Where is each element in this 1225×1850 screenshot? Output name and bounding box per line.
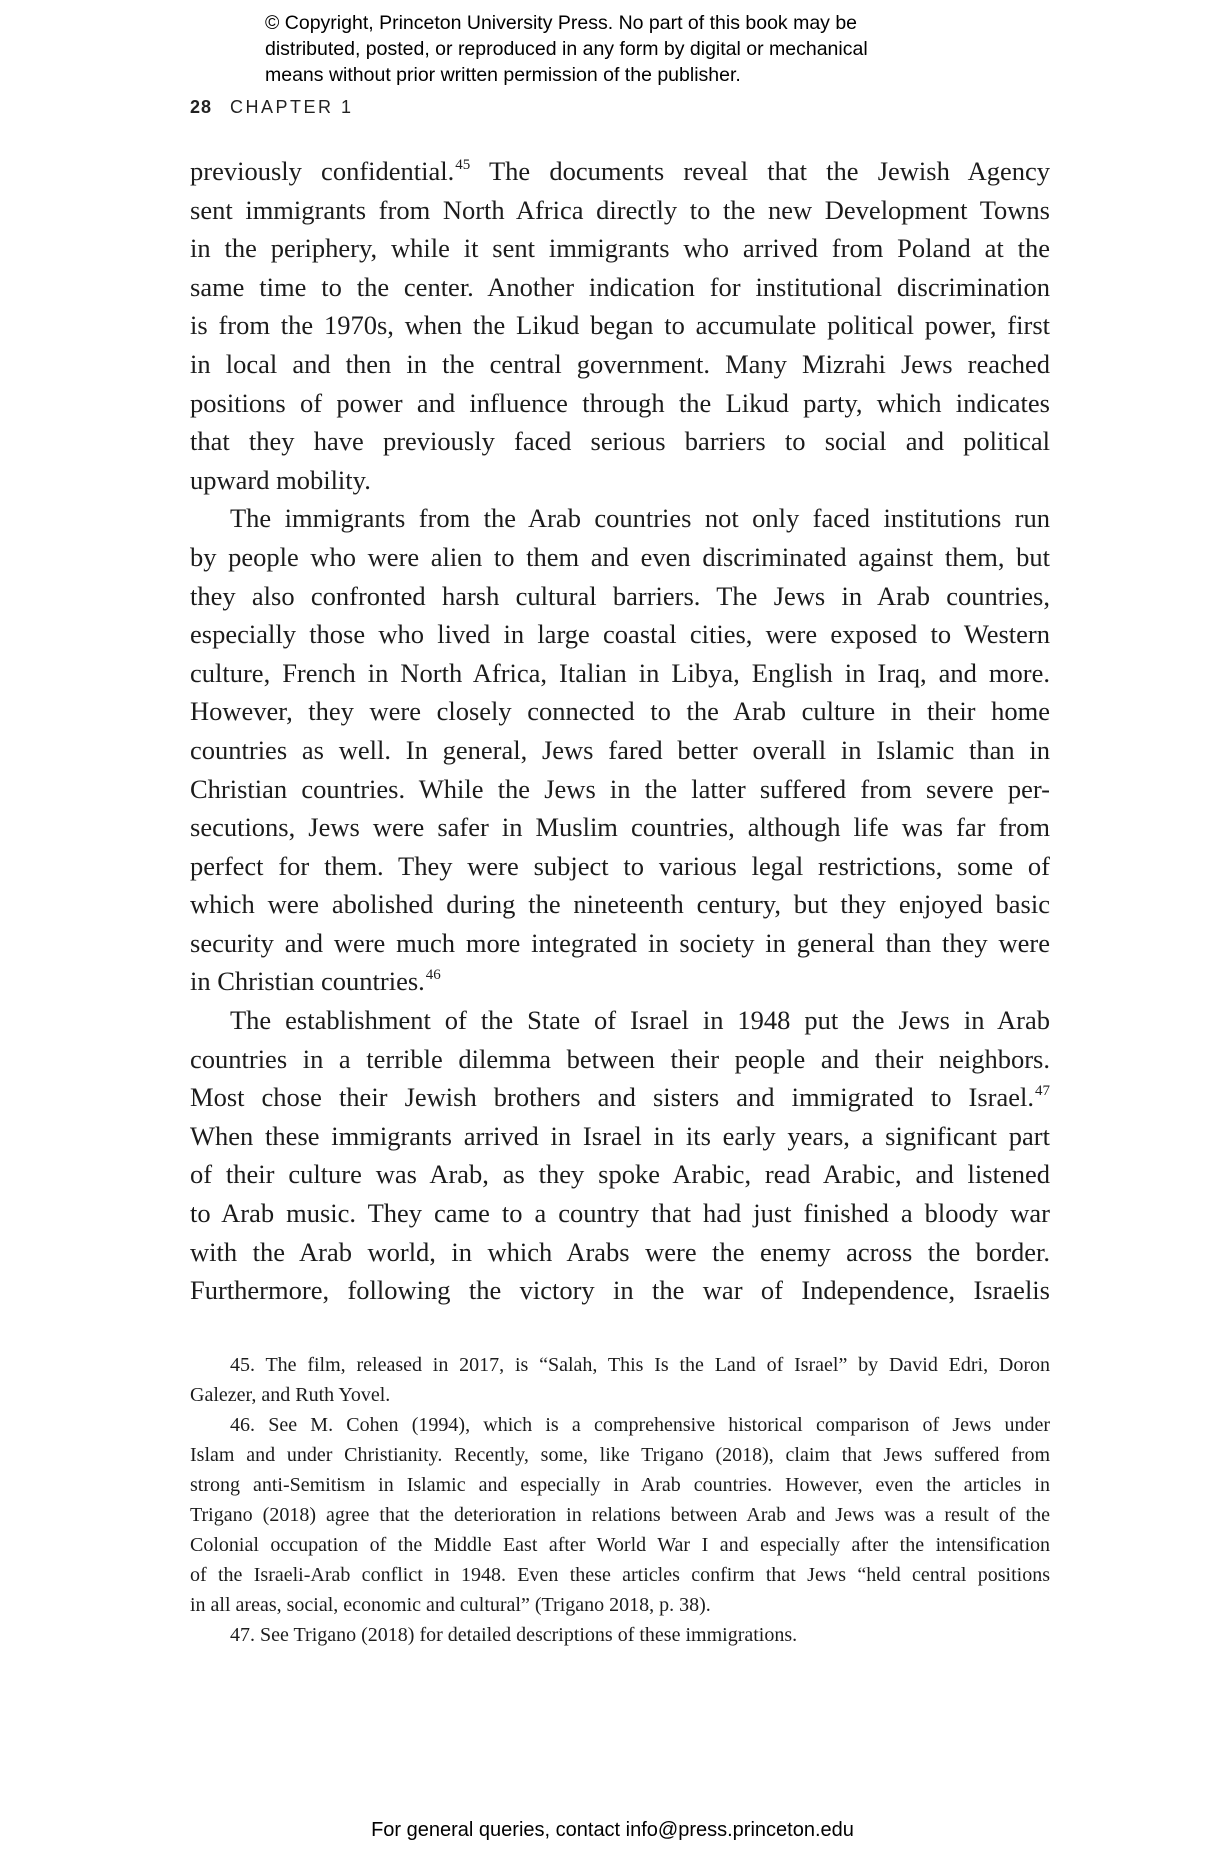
- footnote-46: [190, 1410, 1050, 1620]
- text-line: When these immigrants arrived in Israel in its early years, a significant part: [190, 1120, 1050, 1151]
- footnote-45: [190, 1350, 1050, 1410]
- footnote-47: [190, 1620, 1050, 1650]
- footnote-line: Galezer, and Ruth Yovel.: [190, 1384, 391, 1406]
- footnote-line: strong anti-Semitism in Islamic and especially in Arab countries. However, even the articles in: [190, 1474, 1050, 1496]
- paragraph: [190, 152, 1050, 499]
- text-line: positions of power and influence through the Likud party, which indicates: [190, 387, 1050, 418]
- text-line: culture, French in North Africa, Italian in Libya, English in Iraq, and more.: [190, 657, 1050, 688]
- footnote-line: Islam and under Christianity. Recently, some, like Trigano (2018), claim that Jews suffered from: [190, 1444, 1050, 1466]
- footnote-ref: 45: [455, 157, 471, 173]
- text-line: countries as well. In general, Jews fared better overall in Islamic than in: [190, 734, 1050, 765]
- text-line: Christian countries. While the Jews in the latter suffered from severe per-: [190, 773, 1050, 804]
- text-line: previously confidential.$^{45}$ The documents reveal that the Jewish Agency: [190, 156, 1050, 186]
- text-line: that they have previously faced serious barriers to social and political: [190, 426, 1050, 457]
- footnote-ref: 46: [425, 967, 441, 984]
- text-line: The establishment of the State of Israel in 1948 put the Jews in Arab: [230, 1005, 1050, 1036]
- body-text: [190, 152, 1050, 1310]
- footnote-line: 47. See Trigano (2018) for detailed descriptions of these immigrations.: [230, 1624, 798, 1646]
- text-line: to Arab music. They came to a country that had just finished a bloody war: [190, 1198, 1050, 1229]
- footnotes: [190, 1350, 1050, 1650]
- text-line: in the periphery, while it sent immigrants who arrived from Poland at the: [190, 233, 1050, 264]
- text-line: sent immigrants from North Africa directly to the new Development Towns: [190, 194, 1050, 225]
- text-line: of their culture was Arab, as they spoke Arabic, read Arabic, and listened: [190, 1159, 1050, 1190]
- text-line: in Christian countries.$^{46}$: [190, 966, 441, 997]
- text-line: secutions, Jews were safer in Muslim countries, although life was far from: [190, 812, 1050, 843]
- text-line: countries in a terrible dilemma between their people and their neighbors.: [190, 1043, 1050, 1074]
- text-line: by people who were alien to them and even discriminated against them, but: [190, 541, 1050, 572]
- text-line: same time to the center. Another indication for institutional discrimination: [190, 271, 1050, 302]
- text-line: especially those who lived in large coastal cities, were exposed to Western: [190, 619, 1050, 650]
- copyright-line: means without prior written permission of the publisher.: [265, 64, 741, 86]
- footnote-line: 46. See M. Cohen (1994), which is a comprehensive historical comparison of Jews under: [230, 1414, 1050, 1436]
- footnote-line: of the Israeli-Arab conflict in 1948. Even these articles confirm that Jews “held central positions: [190, 1564, 1050, 1586]
- footnote-line: in all areas, social, economic and cultural” (Trigano 2018, p. 38).: [190, 1594, 711, 1616]
- footnote-line: Colonial occupation of the Middle East after World War I and especially after the intensification: [190, 1534, 1050, 1556]
- text-line: in local and then in the central government. Many Mizrahi Jews reached: [190, 348, 1050, 379]
- text-line: However, they were closely connected to the Arab culture in their home: [190, 696, 1050, 727]
- chapter-label: CHAPTER 1: [230, 97, 354, 117]
- copyright-line: © Copyright, Princeton University Press. No part of this book may be: [265, 12, 858, 34]
- text-line: they also confronted harsh cultural barriers. The Jews in Arab countries,: [190, 580, 1050, 611]
- footer-contact: For general queries, contact info@press.princeton.edu: [371, 1819, 854, 1841]
- text-line: with the Arab world, in which Arabs were the enemy across the border.: [190, 1236, 1050, 1267]
- paragraph: [190, 499, 1050, 1001]
- text-line: upward mobility.: [190, 464, 371, 495]
- footnote-line: 45. The film, released in 2017, is “Salah, This Is the Land of Israel” by David Edri, Doron: [230, 1354, 1050, 1376]
- page-number: 28: [190, 97, 213, 117]
- copyright-line: distributed, posted, or reproduced in any form by digital or mechanical: [265, 38, 868, 60]
- text-line: Most chose their Jewish brothers and sisters and immigrated to Israel.$^{47}$: [190, 1082, 1050, 1113]
- footnote-line: Trigano (2018) agree that the deterioration in relations between Arab and Jews was a result of the: [190, 1504, 1050, 1526]
- footnote-ref: 47: [1035, 1083, 1050, 1100]
- paragraph: [190, 1001, 1050, 1310]
- copyright-notice: [265, 10, 1005, 88]
- text-line: is from the 1970s, when the Likud began to accumulate political power, first: [190, 310, 1050, 341]
- running-head: [190, 97, 354, 118]
- text-line: Furthermore, following the victory in the war of Independence, Israelis: [190, 1275, 1050, 1306]
- text-line: perfect for them. They were subject to various legal restrictions, some of: [190, 850, 1050, 881]
- text-line: which were abolished during the nineteenth century, but they enjoyed basic: [190, 889, 1050, 920]
- text-line: security and were much more integrated in society in general than they were: [190, 927, 1050, 958]
- text-line: The immigrants from the Arab countries not only faced institutions run: [230, 503, 1050, 534]
